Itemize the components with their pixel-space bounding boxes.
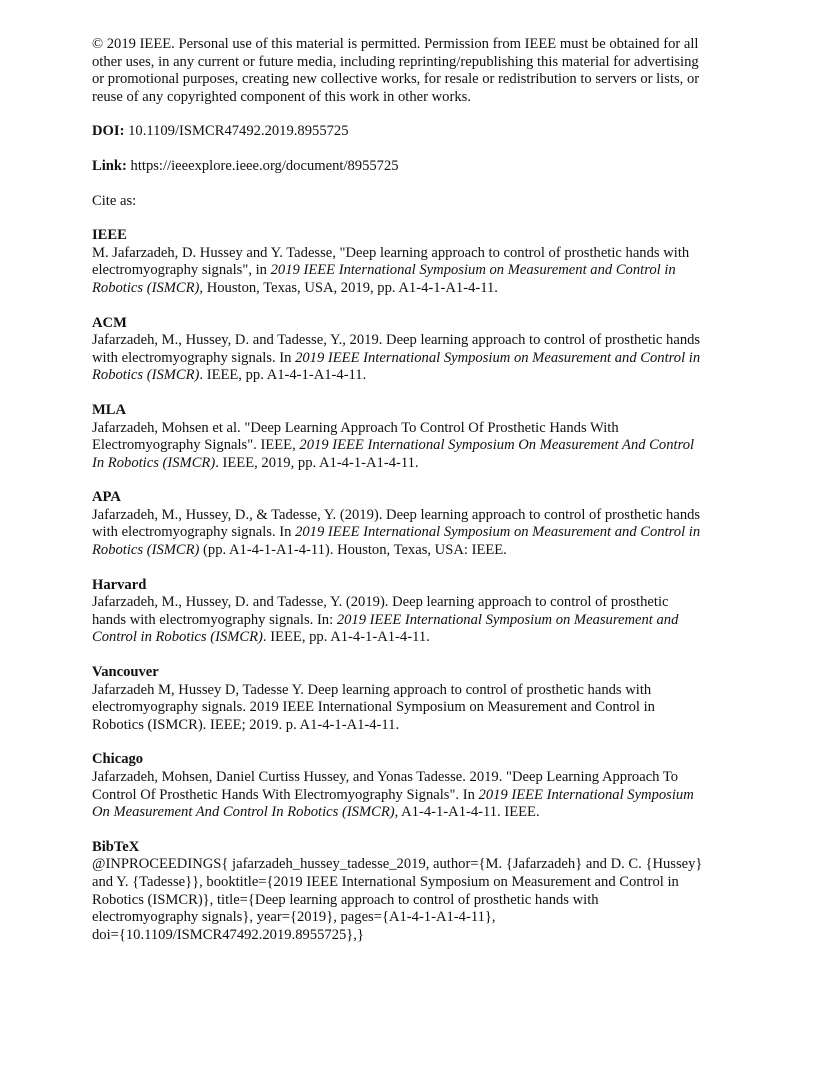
citation-venue: 2019 IEEE International Symposium on Measurement and Control in Robotics (ISMCR) xyxy=(92,524,701,559)
citation-vancouver xyxy=(92,664,742,734)
citation-text xyxy=(92,420,742,473)
citation-style-heading: Harvard xyxy=(92,576,147,593)
citation-post: . IEEE, pp. A1-4-1-A1-4-11. xyxy=(199,367,367,384)
citation-harvard xyxy=(92,577,742,647)
doi-line xyxy=(92,123,742,141)
citation-post: , Houston, Texas, USA, 2019, pp. A1-4-1-A1-4-11. xyxy=(199,279,498,296)
citation-pre: Jafarzadeh, M., Hussey, D. and Tadesse, Y., 2019. Deep learning approach to control of prosthetic hands with electromyography signals. In xyxy=(92,332,701,366)
copyright-notice: © 2019 IEEE. Personal use of this material is permitted. Permission from IEEE must be obtained for all other uses, in any current or future media, including reprinting/republishing this material for advertising or promotional purposes, creating new collective works, for resale or redistribution to servers or lists, or reuse of any copyrighted component of this work in other works. xyxy=(92,36,700,105)
citation-pre: Jafarzadeh, M., Hussey, D., & Tadesse, Y. (2019). Deep learning approach to control of prosthetic hands with electromyography signals. In xyxy=(92,506,701,541)
citation-pre: Jafarzadeh, Mohsen, Daniel Curtiss Hussey, and Yonas Tadesse. 2019. "Deep Learning Approach To Control Of Prosthetic Hands With Electromyography Signals". In xyxy=(92,769,679,803)
doi-value[interactable]: 10.1109/ISMCR47492.2019.8955725 xyxy=(128,123,349,140)
link-line xyxy=(92,158,742,176)
link-label: Link: xyxy=(92,157,127,174)
citation-text xyxy=(92,682,742,735)
citation-venue: 2019 IEEE International Symposium On Measurement And Control In Robotics (ISMCR) xyxy=(92,437,695,471)
citation-text xyxy=(92,769,742,822)
citation-venue: 2019 IEEE International Symposium on Measurement and Control in Robotics (ISMCR) xyxy=(92,262,676,296)
citation-pre: Jafarzadeh, Mohsen et al. "Deep Learning Approach To Control Of Prosthetic Hands With Electromyography Signals". IEEE, xyxy=(92,419,619,454)
citation-pre: M. Jafarzadeh, D. Hussey and Y. Tadesse, "Deep learning approach to control of prosthetic hands with electromyography signals", in xyxy=(92,244,690,279)
citation-style-heading: Chicago xyxy=(92,751,144,768)
citation-post: , A1-4-1-A1-4-11. IEEE. xyxy=(394,804,540,821)
bibtex-entry: @INPROCEEDINGS{ jafarzadeh_hussey_tadesse_2019, author={M. {Jafarzadeh} and D. C. {Hussey} and Y. {Tadesse}}, booktitle={2019 IEEE International Symposium on Measurement and Control in Robotics (ISMCR)}, title={Deep learning approach to control of prosthetic hands with electromyography signals}, year={2019}, pages={A1-4-1-A1-4-11}, doi={10.1109/ISMCR47492.2019.8955725},} xyxy=(92,856,703,943)
citation-post: . IEEE, 2019, pp. A1-4-1-A1-4-11. xyxy=(215,454,419,471)
citation-pre: Jafarzadeh M, Hussey D, Tadesse Y. Deep learning approach to control of prosthetic hands with electromyography signals. 2019 IEEE International Symposium on Measurement and Control in Robotics (ISMCR). IEEE; 2019. p. A1-4-1-A1-4-11. xyxy=(92,681,655,733)
citation-ieee xyxy=(92,227,742,297)
citation-style-heading: ACM xyxy=(92,314,127,331)
citation-style-heading: APA xyxy=(92,489,121,506)
citation-text xyxy=(92,245,742,298)
cite-as-heading: Cite as: xyxy=(92,192,137,209)
citation-chicago xyxy=(92,751,742,821)
citation-style-heading: Vancouver xyxy=(92,664,159,681)
doi-label: DOI: xyxy=(92,123,125,140)
citation-style-heading: IEEE xyxy=(92,227,127,244)
citation-style-heading: MLA xyxy=(92,401,127,418)
citation-venue: 2019 IEEE International Symposium on Measurement and Control in Robotics (ISMCR) xyxy=(92,349,701,384)
citation-post: (pp. A1-4-1-A1-4-11). Houston, Texas, USA: IEEE. xyxy=(199,542,507,559)
citation-text xyxy=(92,507,742,560)
document-page xyxy=(92,36,742,961)
citation-venue: 2019 IEEE International Symposium on Measurement and Control in Robotics (ISMCR) xyxy=(92,611,679,646)
citation-mla xyxy=(92,402,742,472)
citation-style-heading: BibTeX xyxy=(92,838,140,855)
citation-bibtex xyxy=(92,839,742,945)
citation-acm xyxy=(92,315,742,385)
citation-text xyxy=(92,332,742,385)
citation-venue: 2019 IEEE International Symposium On Measurement And Control In Robotics (ISMCR) xyxy=(92,786,694,821)
citation-apa xyxy=(92,489,742,559)
citation-text xyxy=(92,594,742,647)
citation-list xyxy=(92,227,742,944)
link-url[interactable]: https://ieeexplore.ieee.org/document/8955725 xyxy=(130,157,399,174)
citation-post: . IEEE, pp. A1-4-1-A1-4-11. xyxy=(262,629,430,646)
citation-pre: Jafarzadeh, M., Hussey, D. and Tadesse, Y. (2019). Deep learning approach to control of prosthetic hands with electromyography signals. In: xyxy=(92,594,669,628)
